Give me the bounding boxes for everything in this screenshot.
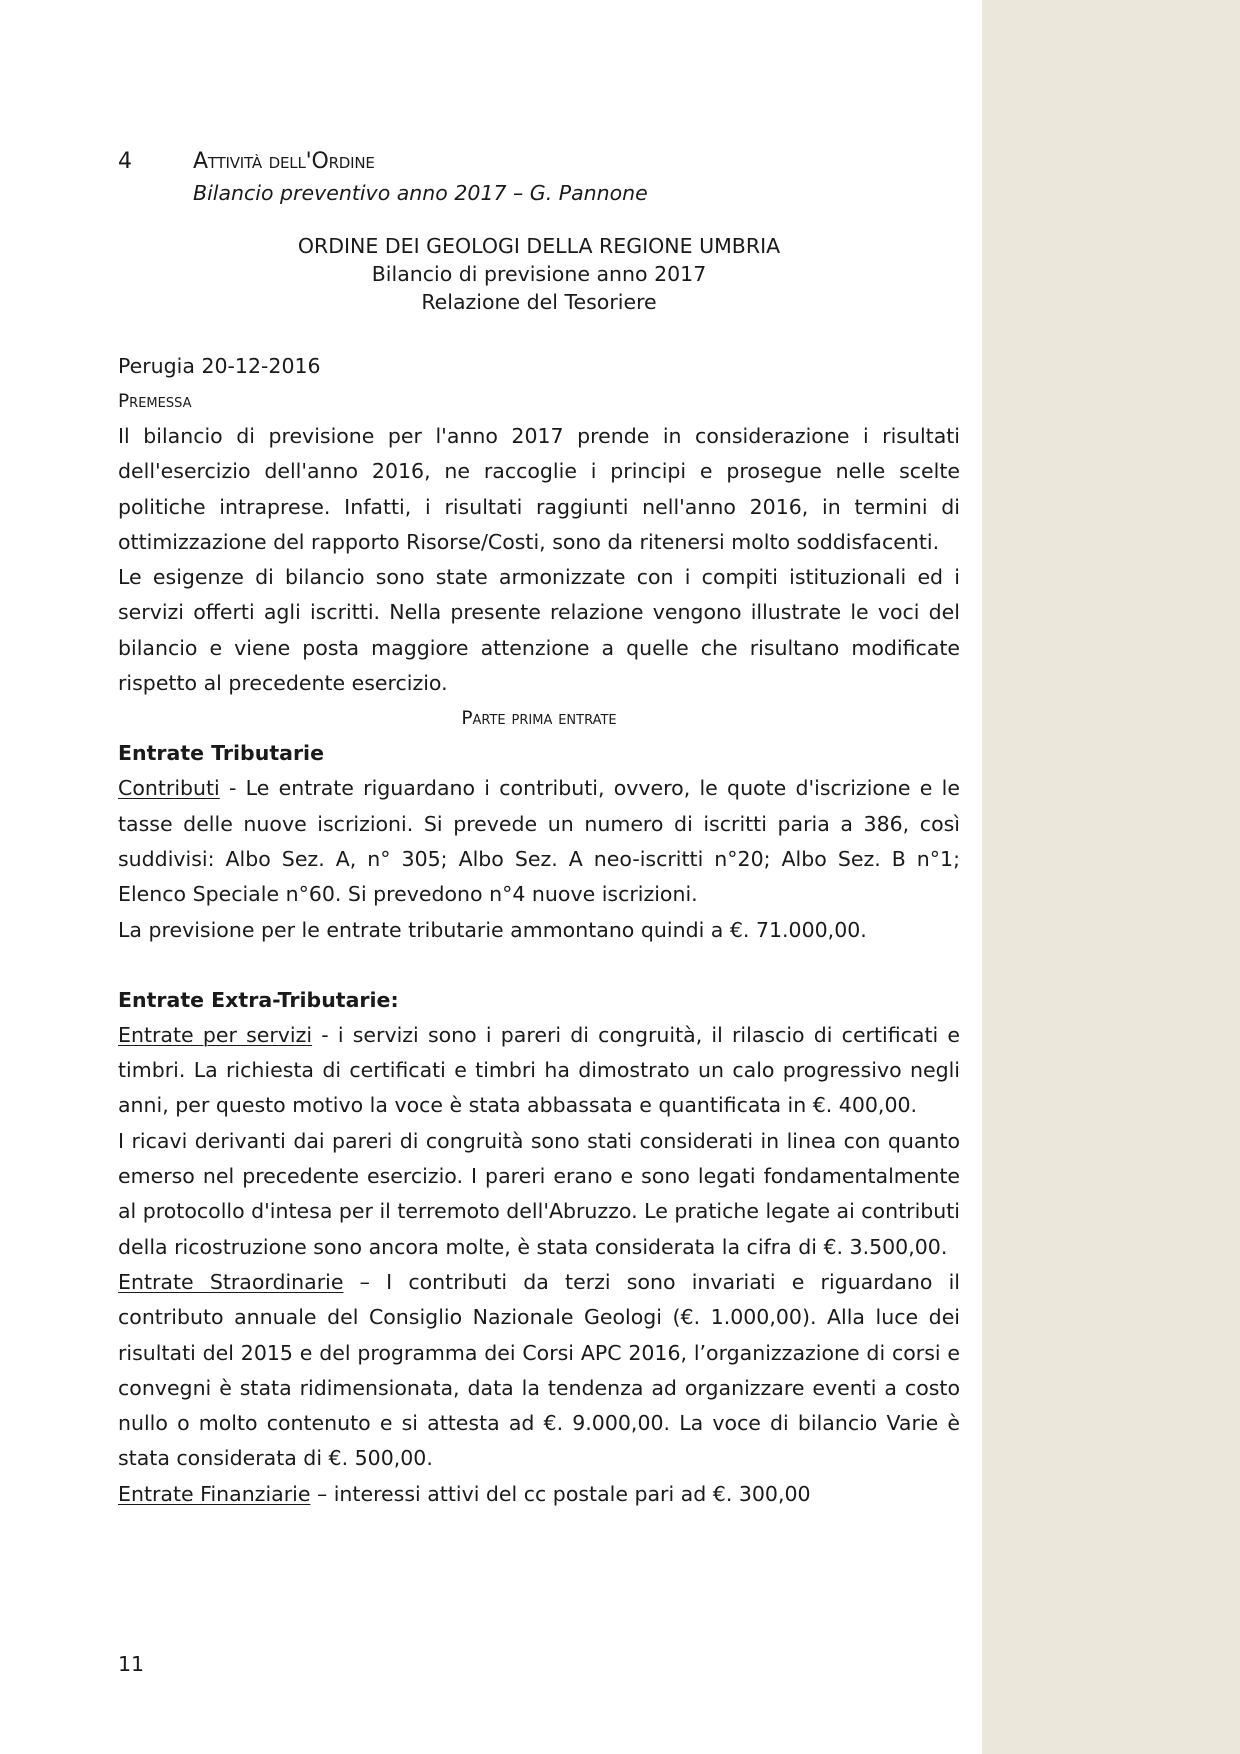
finanziarie-paragraph bbox=[118, 1477, 960, 1512]
parte-prima-heading: Parte prima entrate bbox=[461, 708, 617, 730]
title-line-organization: ORDINE DEI GEOLOGI DELLA REGIONE UMBRIA bbox=[297, 234, 781, 258]
title-line-bilancio: Bilancio di previsione anno 2017 bbox=[371, 262, 707, 286]
premessa-heading: Premessa bbox=[118, 391, 192, 412]
premessa-paragraph-2: Le esigenze di bilancio sono state armonizzate con i compiti istituzionali ed i servizi offerti agli iscritti. Nella presente relazione vengono illustrate le voci del bilancio e viene posta maggiore attenzione a quelle che risultano modificate rispetto al precedente esercizio. bbox=[118, 565, 960, 696]
title-block bbox=[118, 232, 960, 316]
straordinarie-paragraph bbox=[118, 1265, 960, 1477]
ricavi-paragraph: I ricavi derivanti dai pareri di congruità sono stati considerati in linea con quanto emerso nel precedente esercizio. I pareri erano e sono legati fondamentalmente al protocollo d'intesa per il terremoto dell'Abruzzo. Le pratiche legate ai contributi della ricostruzione sono ancora molte, è stata considerata la cifra di €. 3.500,00. bbox=[118, 1128, 960, 1259]
premessa-paragraph-1: Il bilancio di previsione per l'anno 2017 prende in considerazione i risultati dell'esercizio dell'anno 2016, ne raccoglie i principi e prosegue nelle scelte politiche intraprese. Infatti, i risultati raggiunti nell'anno 2016, in termini di ottimizzazione del rapporto Risorse/Costi, sono da ritenersi molto soddisfacenti. bbox=[118, 424, 960, 554]
finanziarie-label: Entrate Finanziarie bbox=[118, 1481, 311, 1506]
servizi-label: Entrate per servizi bbox=[118, 1022, 313, 1047]
straordinarie-text: – I contributi da terzi sono invariati e riguardano il contributo annuale del Consiglio Nazionale Geologi (€. 1.000,00). Alla luce dei risultati del 2015 e del programma dei Corsi APC 2016, l’organizzazione di corsi e convegni è stata ridimensionata, data la tendenza ad organizzare eventi a costo nullo o molto contenuto e si attesta ad €. 9.000,00. La voce di bilancio Varie è stata considerata di €. 500,00. bbox=[118, 1269, 960, 1471]
finanziarie-text: – interessi attivi del cc postale pari ad €. 300,00 bbox=[310, 1481, 811, 1506]
section-subtitle: Bilancio preventivo anno 2017 – G. Pannone bbox=[193, 181, 648, 205]
title-line-relazione: Relazione del Tesoriere bbox=[421, 290, 657, 314]
section-number: 4 bbox=[118, 149, 132, 174]
page-content bbox=[118, 146, 960, 1512]
entrate-tributarie-totale: La previsione per le entrate tributarie ammontano quindi a €. 71.000,00. bbox=[118, 917, 867, 942]
section-heading bbox=[118, 146, 960, 178]
straordinarie-label: Entrate Straordinarie bbox=[118, 1269, 344, 1294]
entrate-extra-heading: Entrate Extra-Tributarie: bbox=[118, 987, 399, 1012]
contributi-paragraph bbox=[118, 771, 960, 912]
blank-line bbox=[118, 948, 960, 983]
servizi-paragraph bbox=[118, 1018, 960, 1124]
section-title: Attività dell'Ordine bbox=[193, 149, 375, 174]
entrate-tributarie-heading: Entrate Tributarie bbox=[118, 741, 324, 766]
side-margin-band bbox=[982, 0, 1240, 1754]
place-date: Perugia 20-12-2016 bbox=[118, 354, 321, 378]
servizi-text: - i servizi sono i pareri di congruità, il rilascio di certificati e timbri. La richiesta di certificati e timbri ha dimostrato un calo progressivo negli anni, per questo motivo la voce è stata abbassata e quantificata in €. 400,00. bbox=[118, 1022, 960, 1118]
contributi-label: Contributi bbox=[118, 776, 220, 801]
page-number: 11 bbox=[118, 1652, 145, 1676]
contributi-text: - Le entrate riguardano i contributi, ovvero, le quote d'iscrizione e le tasse delle nuove iscrizioni. Si prevede un numero di iscritti paria a 386, così suddivisi: Albo Sez. A, n° 305; Albo Sez. A neo-iscritti n°20; Albo Sez. B n°1; Elenco Speciale n°60. Si prevedono n°4 nuove iscrizioni. bbox=[118, 776, 960, 907]
